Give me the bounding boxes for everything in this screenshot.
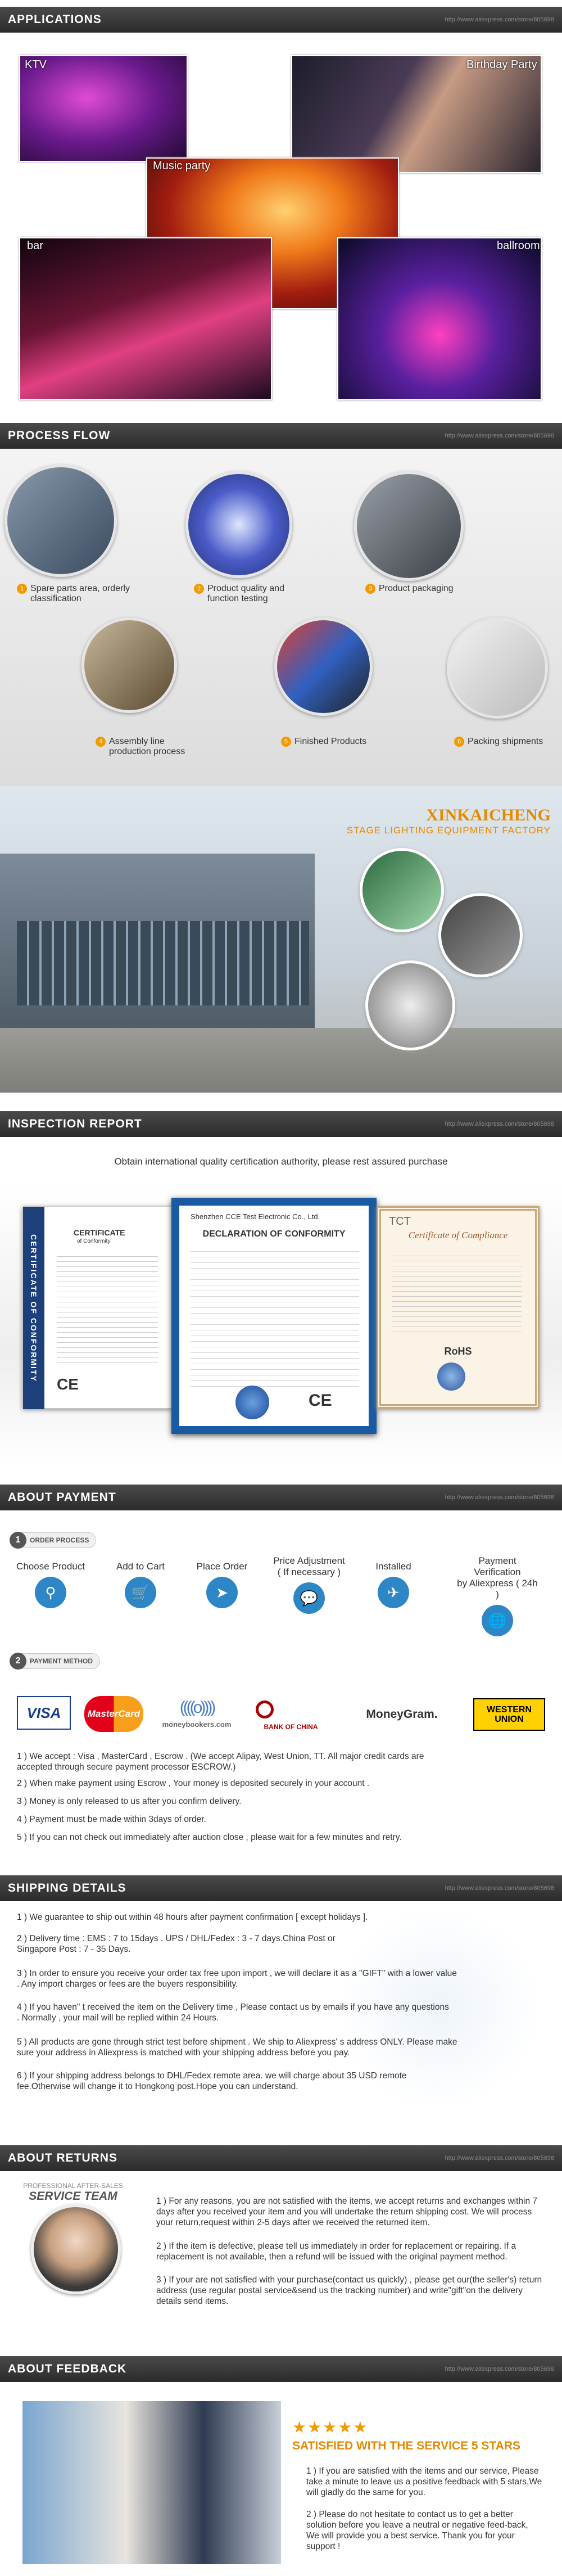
pay-step-verification: Payment Verification by Aliexpress ( 24h ) 🌐 [455,1555,540,1636]
certificate-conformity: CERTIFICATE OF CONFORMITY CERTIFICATE of Conformity CE [22,1206,174,1409]
applications-header [0,7,562,33]
bar-photo [19,237,272,400]
company-name: XINKAICHENG [426,806,551,824]
pay-step-order: Place Order ➤ [180,1561,264,1608]
section-title: ABOUT FEEDBACK [8,2362,127,2375]
process-panel [0,449,562,786]
factory-windows [17,921,309,1005]
magnifier-icon: ⚲ [35,1577,66,1608]
packing-shipments-photo [447,617,548,719]
order-process-pill: 1 ORDER PROCESS [10,1532,96,1548]
feedback-note-1: 1 ) If you are satisfied with the items and our service, Please take a minute to leave us a positive feedback with 5 stars,We will gladly do the same for you. [306,2466,542,2497]
birthday-label: Birthday Party [466,58,537,71]
spare-parts-photo [4,464,117,577]
factory-detail-3 [365,960,455,1050]
bank-of-china-icon [256,1700,274,1718]
service-agent-photo [31,2204,121,2294]
section-title: SHIPPING DETAILS [8,1882,126,1894]
payment-method-pill: 2 PAYMENT METHOD [10,1653,100,1669]
process-step-3: 3 Product packaging [365,584,478,594]
certificates-panel [0,1181,562,1468]
finished-products-photo [274,617,373,716]
store-url: http://www.aliexpress.com/store/805698 [445,432,554,439]
payment-note-1: 1 ) We accept : Visa , MasterCard , Escrow . (We accept Alipay, West Union, TT. All major credit cards are accepted through secure payment processor ESCROW.) [17,1752,424,1772]
feedback-header [0,2356,562,2382]
process-step-1: 1 Spare parts area, orderly classification [17,584,135,604]
store-url: http://www.aliexpress.com/store/805698 [445,2366,554,2372]
factory-ground [0,1028,562,1093]
process-step-2: 2 Product quality and function testing [194,584,306,604]
section-title: PROCESS FLOW [8,429,111,442]
bank-of-china-logo: BANK OF CHINA [264,1723,318,1731]
feedback-note-2: 2 ) Please do not hesitate to contact us to get a better solution before you leave a neutral or negative feed-back, We will provide you a best service. Thank you for your support ! [306,2510,528,2551]
process-step-5: 5 Finished Products [281,737,393,747]
payment-note-2: 2 ) When make payment using Escrow , Your money is deposited securely in your account . [17,1779,370,1788]
music-label: Music party [153,160,211,172]
bar-label: bar [27,240,43,252]
process-step-6: 6 Packing shipments [454,737,562,747]
shipping-note-3: 3 ) In order to ensure you receive your order tax free upon import , we will declare it as a "GIFT" with a lower value . Any import charges or fees are the buyers responsibility. [17,1969,457,1989]
declaration-conformity: Shenzhen CCE Test Electronic Co., Ltd. DECLARATION OF CONFORMITY CE [171,1198,377,1434]
returns-note-2: 2 ) If the item is defective, please tell us immediately in order for replacement or repairing. If a replacement is not available, then a refund will be issued with the original payment method. [156,2241,516,2262]
process-header [0,423,562,449]
process-step-4: 4 Assembly line production process [96,737,208,757]
cursor-icon: ➤ [206,1577,238,1608]
shipping-note-1: 1 ) We guarantee to ship out within 48 hours after payment confirmation [ except holidays ]. [17,1912,368,1922]
returns-note-1: 1 ) For any reasons, you are not satisfied with the items, we accept returns and exchanges within 7 days after you received your item and you will undertake the return shipping cost. We will process your return,request within 2-5 days after we received the returned item. [156,2196,538,2227]
section-title: ABOUT PAYMENT [8,1491,116,1504]
pay-step-choose: Choose Product ⚲ [8,1561,93,1608]
payment-note-5: 5 ) If you can not check out immediately after auction close , please wait for a few minutes and retry. [17,1833,402,1842]
five-stars-icon: ★★★★★ [292,2419,369,2436]
shipping-header [0,1875,562,1901]
moneybookers-mark: ((((o)))) [179,1698,214,1717]
mastercard-logo: MasterCard [84,1696,143,1732]
certificate-compliance: TCT Certificate of Compliance RoHS [377,1206,540,1409]
ktv-label: KTV [25,58,47,71]
pay-step-cart: Add to Cart 🛒 [98,1561,183,1608]
payment-header [0,1485,562,1510]
returns-note-3: 3 ) If your are not satisfied with your purchase(contact us quickly) , please get our(the seller's) return address (use regular postal service&send us the tracking number) and write"gift"on the delivery details send items. [156,2275,542,2306]
store-url: http://www.aliexpress.com/store/805698 [445,16,554,23]
visa-logo: VISA [17,1696,71,1730]
birthday-photo [291,55,542,173]
payment-note-3: 3 ) Money is only released to us after you confirm delivery. [17,1797,242,1806]
service-team-badge: PROFESSIONAL AFTER-SALES SERVICE TEAM [23,2182,123,2203]
western-union-logo: WESTERN UNION [473,1698,545,1731]
ballroom-photo [337,237,542,400]
inspection-header [0,1111,562,1137]
cart-icon: 🛒 [125,1577,156,1608]
pay-step-installed: Installed ✈ [351,1561,436,1608]
factory-detail-2 [438,893,523,977]
store-url: http://www.aliexpress.com/store/805698 [445,1121,554,1127]
plane-icon: ✈ [378,1577,409,1608]
inspection-intro: Obtain international quality certification authority, please rest assured purchase [114,1156,448,1167]
pay-step-price: Price Adjustment ( If necessary ) 💬 [267,1555,351,1614]
assembly-photo [81,617,177,713]
packaging-photo [354,471,464,581]
payment-note-4: 4 ) Payment must be made within 3days of order. [17,1815,206,1824]
section-title: ABOUT RETURNS [8,2151,117,2164]
shipping-note-4: 4 ) If you haven" t received the item on the Delivery time , Please contact us by emails if you have any questions . Normally , your mail will be replied within 24 Hours. [17,2002,449,2023]
shipping-note-6: 6 ) If your shipping address belongs to DHL/Fedex remote area. we will charge about 35 USD remote fee.Otherwise will change it to Hongkong post.Hope you can understand. [17,2071,407,2091]
feedback-heading: SATISFIED WITH THE SERVICE 5 STARS [292,2439,521,2452]
store-url: http://www.aliexpress.com/store/805698 [445,1885,554,1892]
factory-detail-1 [360,848,444,932]
globe-icon: 🌐 [482,1605,513,1636]
ballroom-label: ballroom [497,240,540,252]
company-block [347,806,551,836]
store-url: http://www.aliexpress.com/store/805698 [445,2155,554,2162]
section-title: INSPECTION REPORT [8,1117,142,1130]
quality-testing-photo [185,471,292,578]
feedback-photo [22,2401,281,2564]
store-url: http://www.aliexpress.com/store/805698 [445,1494,554,1501]
moneygram-logo: MoneyGram. [366,1708,438,1721]
moneybookers-logo: moneybookers.com [162,1720,232,1729]
shipping-note-5: 5 ) All products are gone through strict test before shipment . We ship to Aliexpress' s address ONLY. Please make sure your address in Aliexpress is matched with your shipping address before you pay. [17,2037,457,2058]
chat-icon: 💬 [293,1582,325,1614]
returns-header [0,2145,562,2171]
company-tagline: STAGE LIGHTING EQUIPMENT FACTORY [346,825,551,836]
factory-banner [0,786,562,1093]
shipping-note-2: 2 ) Delivery time : EMS : 7 to 15days . UPS / DHL/Fedex : 3 - 7 days.China Post or Singapore Post : 7 - 35 Days. [17,1934,336,1954]
applications-gallery [0,35,562,423]
section-title: APPLICATIONS [8,13,102,26]
